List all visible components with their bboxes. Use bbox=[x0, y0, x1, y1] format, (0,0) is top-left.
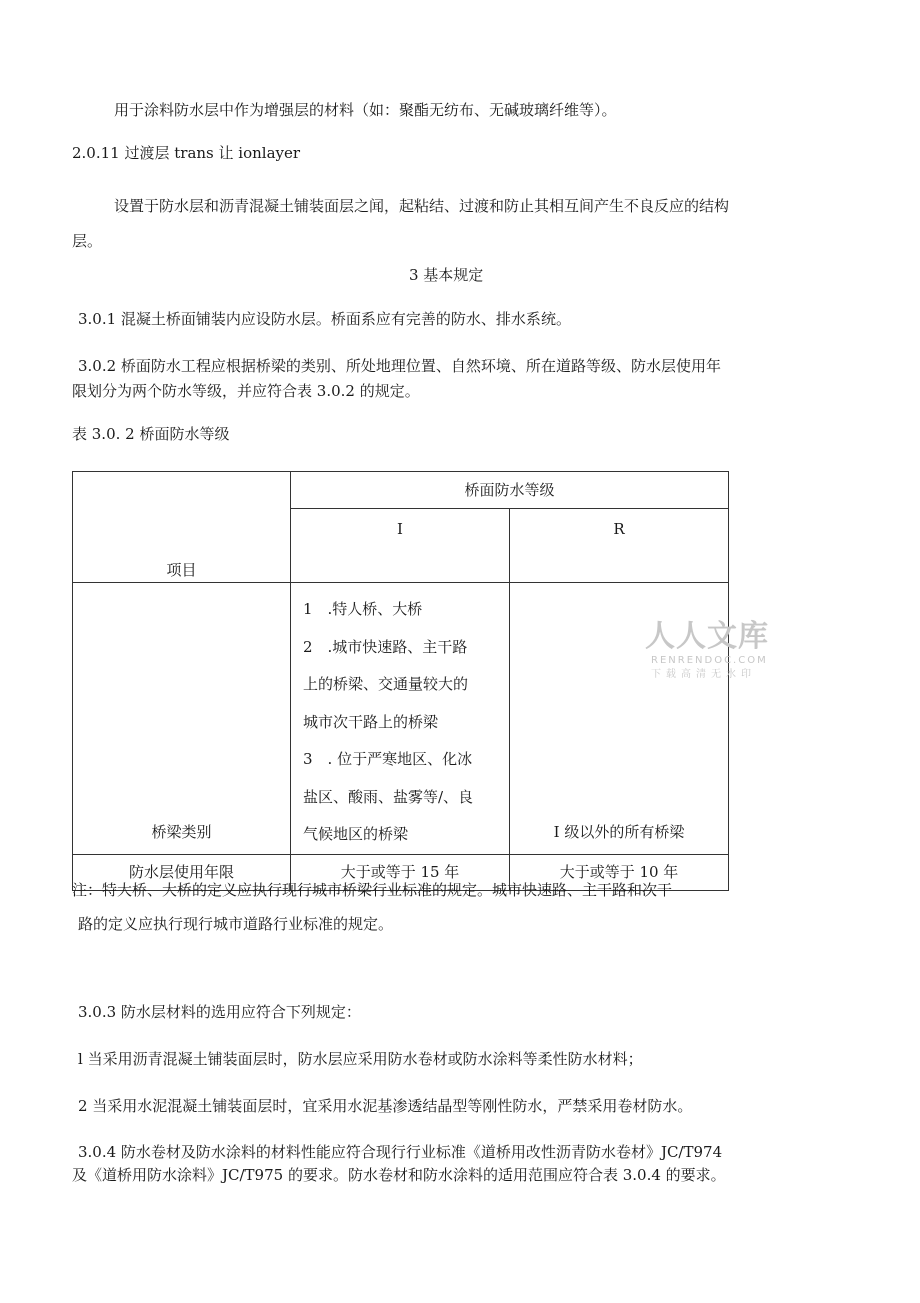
watermark-url: RENRENDOC.COM bbox=[651, 655, 768, 666]
clause-3-0-4: 3.0.4 防水卷材及防水涂料的材料性能应符合现行行业标准《道桥用改性沥青防水卷材》JC/T974 bbox=[78, 1143, 723, 1161]
list-line: 上的桥梁、交通量较大的 bbox=[303, 675, 469, 693]
paragraph-line: 设置于防水层和沥青混凝土铺装面层之闻，起粘结、过渡和防止其相互间产生不良反应的结构 bbox=[114, 197, 730, 215]
clause-3-0-3: 3.0.3 防水层材料的选用应符合下列规定： bbox=[78, 1003, 361, 1021]
row-service-life-grade-1: 大于或等于 15 年 bbox=[291, 854, 510, 890]
clause-3-0-3-item-2: 2 当采用水泥混凝土铺装面层时，宜采用水泥基渗透结晶型等刚性防水，严禁采用卷材防水。 bbox=[78, 1097, 693, 1115]
list-line: 盐区、酸雨、盐雾等/、良 bbox=[303, 787, 474, 806]
list-line: 气候地区的桥梁 bbox=[303, 825, 409, 843]
bridge-type-list bbox=[291, 583, 509, 854]
list-line: 城市次干路上的桥梁 bbox=[303, 712, 439, 731]
paragraph-line: 层。 bbox=[72, 232, 103, 250]
clause-3-0-3-item-1: l 当采用沥青混凝土铺装面层时，防水层应采用防水卷材或防水涂料等柔性防水材料； bbox=[78, 1050, 643, 1068]
paragraph-line: 用于涂料防水层中作为增强层的材料（如：聚酯无纺布、无碱玻璃纤维等）。 bbox=[114, 101, 617, 119]
chapter-title: 3 基本规定 bbox=[409, 266, 484, 284]
clause-3-0-2: 3.0.2 桥面防水工程应根据桥梁的类别、所处地理位置、自然环境、所在道路等级、防水层使用年 bbox=[78, 357, 721, 375]
row-service-life-label: 防水层使用年限 bbox=[73, 854, 291, 890]
table-caption: 表 3.0. 2 桥面防水等级 bbox=[72, 425, 230, 443]
list-line: 1 .特人桥、大桥 bbox=[303, 600, 423, 618]
clause-3-0-2-cont: 限划分为两个防水等级，并应符合表 3.0.2 的规定。 bbox=[72, 382, 420, 400]
table-note-cont: 路的定义应执行现行城市道路行业标准的规定。 bbox=[78, 915, 394, 933]
row-bridge-type-label: 桥梁类别 bbox=[151, 823, 212, 842]
header-grade-1-label: I bbox=[397, 520, 403, 538]
clause-2-0-11-heading: 2.0.11 过渡层 trans 让 ionlayer bbox=[72, 144, 301, 162]
watermark-brand: 人人文库 bbox=[645, 619, 769, 654]
header-item-label: 项目 bbox=[166, 561, 197, 579]
header-grade-2 bbox=[510, 509, 729, 583]
row-bridge-type-grade-1 bbox=[291, 583, 510, 855]
clause-3-0-4-cont: 及《道桥用防水涂料》JC/T975 的要求。防水卷材和防水涂料的适用范围应符合表 3.0.4 的要求。 bbox=[72, 1166, 726, 1184]
row-service-life-grade-2: 大于或等于 10 年 bbox=[510, 854, 729, 890]
list-line: 3 . 位于严寒地区、化冰 bbox=[303, 750, 473, 768]
list-line: 2 .城市快速路、主干路 bbox=[303, 637, 468, 656]
header-grade-1 bbox=[291, 509, 510, 583]
header-grade-2-label: R bbox=[613, 520, 625, 538]
bridge-type-grade-2-text: I 级以外的所有桥梁 bbox=[553, 823, 685, 842]
clause-3-0-1: 3.0.1 混凝土桥面铺装内应设防水层。桥面系应有完善的防水、排水系统。 bbox=[78, 310, 571, 328]
row-bridge-type-label-cell bbox=[73, 583, 291, 855]
header-group-cell: 桥面防水等级 bbox=[291, 472, 729, 509]
table-note: 注：特大桥、大桥的定义应执行现行城市桥梁行业标准的规定。城市快速路、主干路和次干 bbox=[72, 881, 673, 899]
watermark-subtitle: 下载高清无水印 bbox=[651, 669, 756, 680]
header-item-cell bbox=[73, 472, 291, 583]
waterproof-grade-table bbox=[72, 471, 729, 891]
watermark bbox=[645, 620, 769, 682]
